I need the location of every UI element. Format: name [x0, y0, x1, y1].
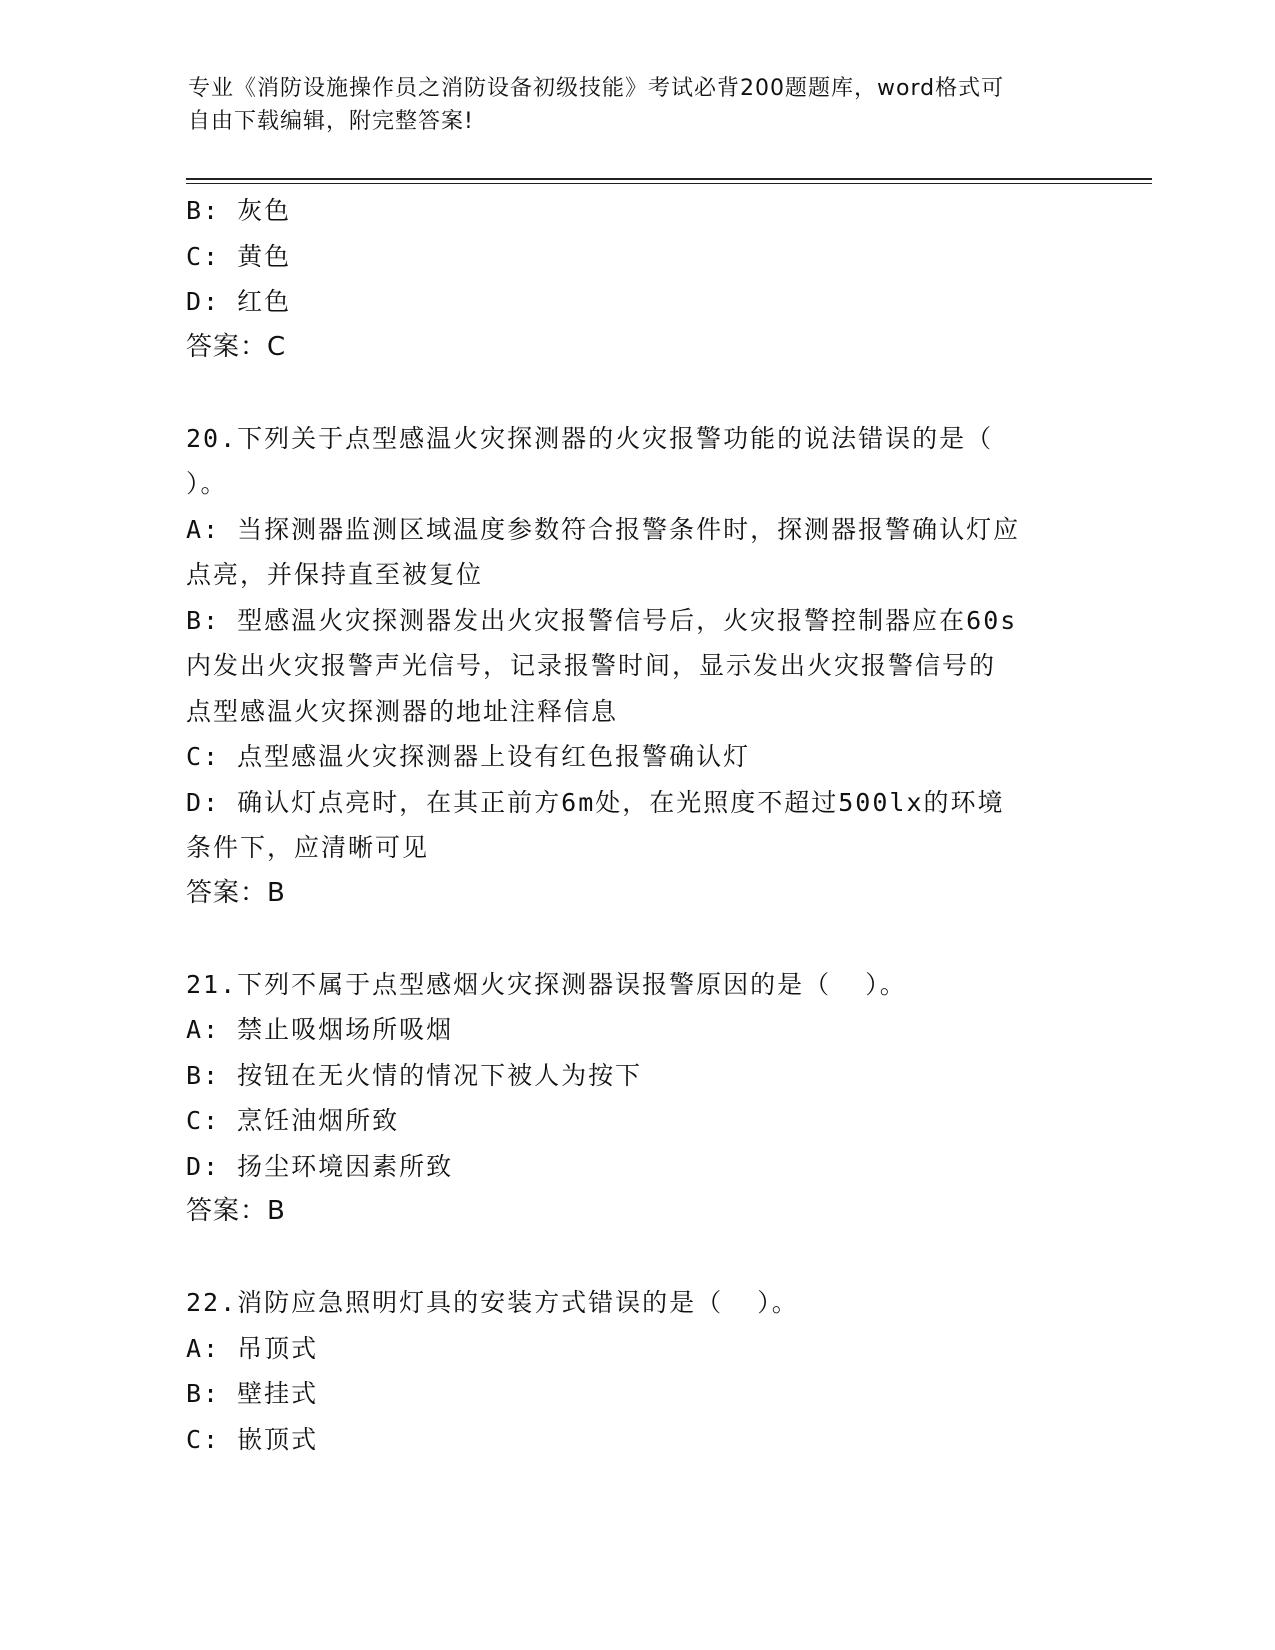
- q21-option-b: B: 按钮在无火情的情况下被人为按下: [186, 1060, 643, 1090]
- header-divider-thick: [186, 178, 1152, 180]
- question-21-block: [186, 962, 1086, 1235]
- q20-option-d-line-1: D: 确认灯点亮时，在其正前方6m处，在光照度不超过500lx的环境: [186, 787, 1005, 817]
- q21-option-c: C: 烹饪油烟所致: [186, 1106, 400, 1135]
- q20-option-b-line-2: 内发出火灾报警声光信号，记录报警时间，显示发出火灾报警信号的: [186, 651, 997, 680]
- q20-option-d-line-2: 条件下，应清晰可见: [186, 833, 430, 862]
- q20-option-a-line-2: 点亮，并保持直至被复位: [186, 560, 484, 589]
- spacer: [186, 1235, 1086, 1281]
- q19-option-b: B: 灰色: [186, 196, 292, 225]
- q21-option-a: A: 禁止吸烟场所吸烟: [186, 1015, 454, 1044]
- q20-option-c: C: 点型感温火灾探测器上设有红色报警确认灯: [186, 742, 751, 771]
- question-20-block: [186, 416, 1086, 917]
- q20-stem-line-1: 20.下列关于点型感温火灾探测器的火灾报警功能的说法错误的是（: [186, 423, 994, 453]
- q22-option-a: A: 吊顶式: [186, 1333, 319, 1363]
- q20-answer: 答案：B: [186, 877, 286, 908]
- q19-option-d: D: 红色: [186, 287, 292, 316]
- document-header: [188, 72, 1068, 138]
- spacer: [186, 916, 1086, 962]
- q21-stem: 21.下列不属于点型感烟火灾探测器误报警原因的是（ ）。: [186, 969, 907, 999]
- header-divider-thin: [186, 183, 1152, 184]
- document-body: [186, 188, 1086, 1462]
- q20-option-a-line-1: A: 当探测器监测区域温度参数符合报警条件时，探测器报警确认灯应: [186, 514, 1021, 544]
- header-line-2: 自由下载编辑，附完整答案!: [188, 109, 474, 134]
- q21-answer: 答案：B: [186, 1196, 286, 1226]
- q22-stem: 22.消防应急照明灯具的安装方式错误的是（ ）。: [186, 1288, 799, 1317]
- q19-option-c: C: 黄色: [186, 241, 292, 271]
- q20-option-b-line-1: B: 型感温火灾探测器发出火灾报警信号后，火灾报警控制器应在60s: [186, 605, 1018, 635]
- question-22-block: [186, 1280, 1086, 1462]
- q22-option-c: C: 嵌顶式: [186, 1424, 319, 1454]
- question-19-block: [186, 188, 1086, 370]
- spacer: [186, 370, 1086, 416]
- q19-answer: 答案：C: [186, 331, 287, 362]
- header-line-1: 专业《消防设施操作员之消防设备初级技能》考试必背200题题库，word格式可: [188, 76, 1005, 101]
- q20-option-b-line-3: 点型感温火灾探测器的地址注释信息: [186, 696, 619, 726]
- q22-option-b: B: 壁挂式: [186, 1379, 319, 1408]
- q21-option-d: D: 扬尘环境因素所致: [186, 1151, 454, 1181]
- q20-stem-line-2: ）。: [186, 469, 228, 498]
